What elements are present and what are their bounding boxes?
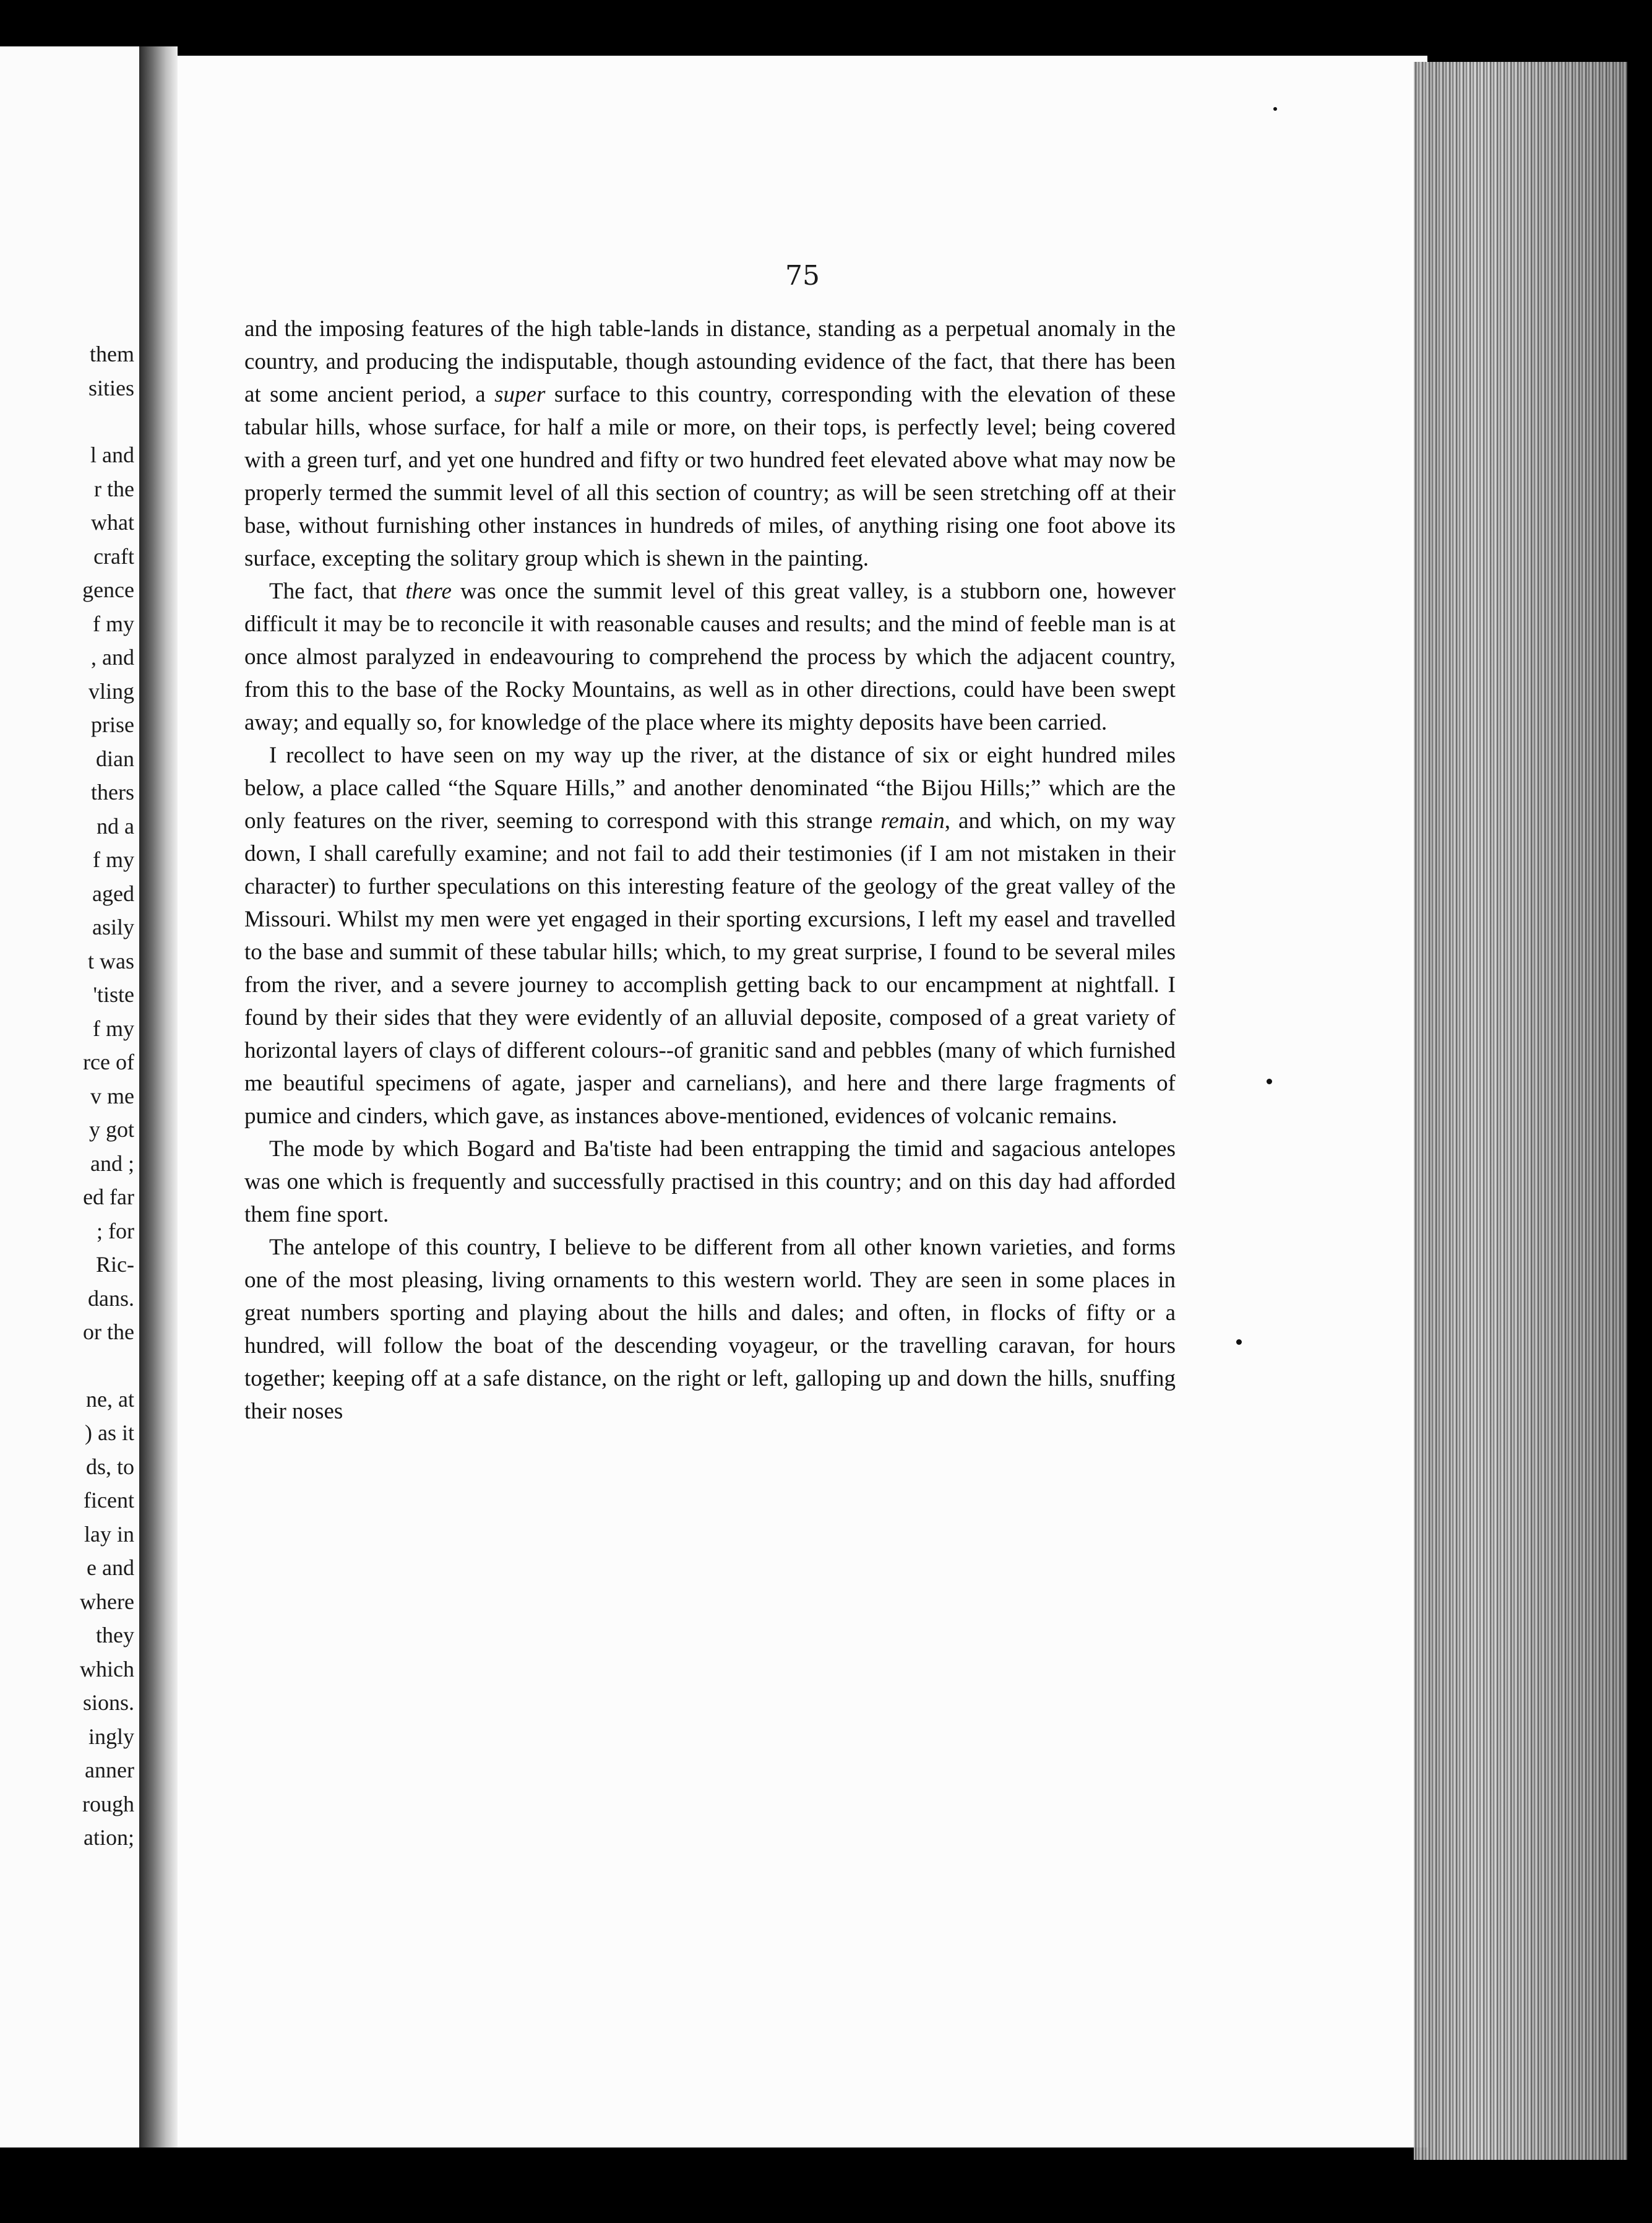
- book-gutter: [139, 46, 178, 2147]
- left-page-line: r the: [94, 476, 134, 501]
- left-page-line: y got: [88, 1117, 134, 1142]
- paragraph: [244, 1133, 1176, 1231]
- right-page: [178, 56, 1427, 2147]
- paragraph: [244, 1231, 1176, 1428]
- italic-text: super: [494, 382, 546, 407]
- left-page-line: v me: [90, 1083, 134, 1108]
- left-page-line: where: [80, 1589, 134, 1614]
- left-page-line: l and: [90, 442, 134, 467]
- left-page-line: which: [80, 1656, 134, 1681]
- left-page-line: they: [96, 1623, 134, 1647]
- left-page-line: or the: [83, 1319, 134, 1344]
- margin-speck: [1273, 107, 1277, 111]
- text-run: was once the summit level of this great valley, is a stubborn one, however difficult it may be to reconcile it with reasonable causes and results; and the mind of feeble man is at once almost paralyzed in endeavouring to comprehend the process by which the adjacent country, from this to the base of the Rocky Mountains, as well as in other directions, could have been swept away; and equally so, for knowledge of the place where its mighty deposits have been carried.: [244, 579, 1176, 735]
- left-page-line: f my: [93, 611, 134, 636]
- italic-text: remain: [880, 808, 945, 834]
- left-page-line: what: [91, 510, 134, 535]
- left-page-line: ed far: [83, 1185, 134, 1209]
- left-page-line: dans.: [88, 1285, 134, 1311]
- left-page-line: craft: [93, 543, 134, 569]
- italic-text: there: [405, 579, 452, 604]
- left-page-line: ds, to: [85, 1454, 134, 1479]
- left-page-line: t was: [88, 948, 134, 973]
- text-run: , and which, on my way down, I shall carefully examine; and not fail to add their testimonies (if I am not mistaken in their character) to further speculations on this interesting feature of the geology of the great valley of the Missouri. Whilst my men were yet engaged in their sporting excursions, I left my easel and travelled to the base and summit of these tabular hills; which, to my great surprise, I found to be several miles from the river, and a severe journey to accomplish getting back to our encampment at nightfall. I found by their sides that they were evidently of an alluvial deposite, composed of a great variety of horizontal layers of clays of different colours--of granitic sand and pebbles (many of which furnished me beautiful specimens of agate, jasper and carnelians), and here and there large fragments of pumice and cinders, which gave, as instances above-mentioned, evidences of volcanic remains.: [244, 808, 1176, 1129]
- left-page-line: dian: [96, 746, 134, 771]
- left-page-text-fragments: [11, 337, 134, 1855]
- left-page-line: thers: [91, 780, 134, 805]
- left-page-line: rce of: [83, 1050, 134, 1074]
- text-run: The mode by which Bogard and Ba'tiste had been entrapping the timid and sagacious antelopes was one which is frequently and successfully practised in this country; and on this day had afforded them fine sport.: [244, 1136, 1176, 1227]
- page-edges-shadow: [1414, 62, 1627, 2160]
- left-page-line: ation;: [84, 1825, 134, 1850]
- left-page-line: sions.: [82, 1690, 134, 1715]
- left-page-line: f my: [93, 847, 134, 872]
- left-facing-page: [0, 46, 139, 2147]
- left-page-line: ingly: [88, 1724, 134, 1749]
- left-page-line: rough: [82, 1791, 134, 1816]
- left-page-line: [11, 405, 134, 438]
- left-page-line: nd a: [97, 813, 134, 839]
- text-run: The antelope of this country, I believe to be different from all other known varieties, and forms one of the most pleasing, living ornaments to this western world. They are seen in some places in great numbers sporting and playing about the hills and dales; and often, in flocks of fifty or a hundred, will follow the boat of the descending voyageur, or the travelling caravan, for hours together; keeping off at a safe distance, on the right or left, galloping up and down the hills, snuffing their noses: [244, 1235, 1176, 1424]
- left-page-line: them: [90, 342, 134, 366]
- left-page-line: prise: [91, 712, 134, 737]
- margin-speck: [1236, 1339, 1242, 1345]
- left-page-line: gence: [82, 577, 134, 602]
- left-page-line: 'tiste: [93, 982, 134, 1007]
- page-number: 75: [785, 260, 820, 291]
- left-page-line: ne, at: [86, 1386, 134, 1412]
- left-page-line: asily: [92, 915, 134, 939]
- left-page-line: anner: [85, 1758, 134, 1782]
- left-page-line: ; for: [97, 1218, 134, 1243]
- left-page-line: ) as it: [85, 1420, 134, 1445]
- text-run: The fact, that: [269, 579, 406, 604]
- text-run: and the imposing features of the high table-lands in distance, standing as a perpetual anomaly in the country, and producing the indisputable, though astounding evidence of the fact, that there has been at some ancient period, a: [244, 316, 1176, 407]
- left-page-line: aged: [92, 881, 134, 906]
- left-page-line: sities: [88, 375, 134, 400]
- left-page-line: ficent: [84, 1488, 134, 1513]
- margin-speck: [1267, 1079, 1272, 1084]
- text-run: I recollect to have seen on my way up the river, at the distance of six or eight hundred miles below, a place called “the Square Hills,” and another denominated “the Bijou Hills;” which are the only features on the river, seeming to correspond with this strange: [244, 743, 1176, 834]
- left-page-line: and ;: [90, 1150, 134, 1176]
- paragraph: [244, 739, 1176, 1133]
- left-page-line: vling: [88, 678, 134, 704]
- left-page-line: Ric-: [96, 1252, 134, 1277]
- body-text: [244, 313, 1176, 1428]
- left-page-line: e and: [87, 1555, 134, 1580]
- left-page-line: lay in: [84, 1521, 134, 1547]
- text-run: surface to this country, corresponding with the elevation of these tabular hills, whose surface, for half a mile or more, on their tops, is perfectly level; being covered with a green turf, and yet one hundred and fifty or two hundred feet elevated above what may now be properly termed the summit level of all this section of country; as will be seen stretching off at their base, without furnishing other instances in hundreds of miles, of anything rising one foot above its surface, excepting the solitary group which is shewn in the painting.: [244, 382, 1176, 571]
- left-page-line: f my: [93, 1016, 134, 1041]
- paragraph: [244, 575, 1176, 739]
- paragraph: [244, 313, 1176, 575]
- left-page-line: , and: [91, 645, 134, 670]
- left-page-line: [11, 1349, 134, 1383]
